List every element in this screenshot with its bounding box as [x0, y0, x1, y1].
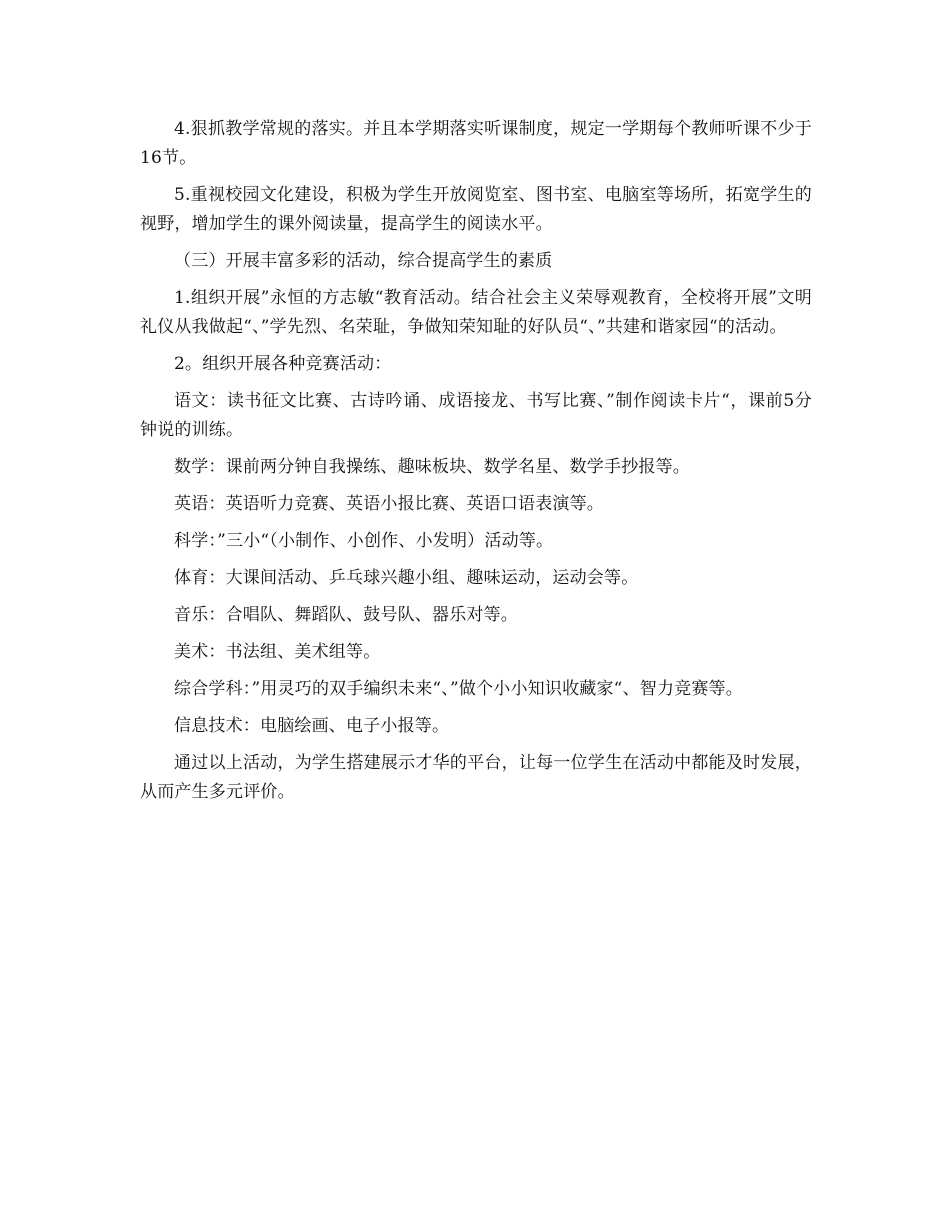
paragraph-pe: 体育：大课间活动、乒乓球兴趣小组、趣味运动，运动会等。 [174, 568, 639, 588]
paragraph-teaching-routine: 4.狠抓教学常规的落实。并且本学期落实听课制度，规定一学期每个教师听课不少于16节。 [140, 119, 812, 168]
paragraph-integrated: 综合学科：”用灵巧的双手编织未来“、”做个小小知识收藏家“、智力竞赛等。 [174, 679, 743, 699]
paragraph-education-activity: 1.组织开展”永恒的方志敏“教育活动。结合社会主义荣辱观教育，全校将开展”文明礼仪从我做起“、”学先烈、名荣耻，争做知荣知耻的好队员“、”共建和谐家园“的活动。 [140, 288, 812, 337]
paragraph-math: 数学：课前两分钟自我操练、趣味板块、数学名星、数学手抄报等。 [174, 457, 690, 477]
paragraph-it: 信息技术：电脑绘画、电子小报等。 [174, 716, 450, 736]
paragraph-art: 美术：书法组、美术组等。 [174, 642, 381, 662]
document-body [140, 115, 812, 815]
paragraph-conclusion: 通过以上活动，为学生搭建展示才华的平台，让每一位学生在活动中都能及时发展，从而产生多元评价。 [140, 753, 812, 802]
paragraph-chinese: 语文：读书征文比赛、古诗吟诵、成语接龙、书写比赛、”制作阅读卡片“，课前5分钟说的训练。 [140, 391, 812, 440]
paragraph-english: 英语：英语听力竞赛、英语小报比赛、英语口语表演等。 [174, 494, 604, 514]
paragraph-music: 音乐：合唱队、舞蹈队、鼓号队、器乐对等。 [174, 605, 518, 625]
section-heading-activities: （三）开展丰富多彩的活动，综合提高学生的素质 [174, 251, 553, 271]
paragraph-campus-culture: 5.重视校园文化建设，积极为学生开放阅览室、图书室、电脑室等场所，拓宽学生的视野，增加学生的课外阅读量，提高学生的阅读水平。 [140, 185, 812, 234]
paragraph-competitions-intro: 2。组织开展各种竞赛活动： [174, 354, 392, 374]
paragraph-science: 科学：”三小“（小制作、小创作、小发明）活动等。 [174, 531, 554, 551]
